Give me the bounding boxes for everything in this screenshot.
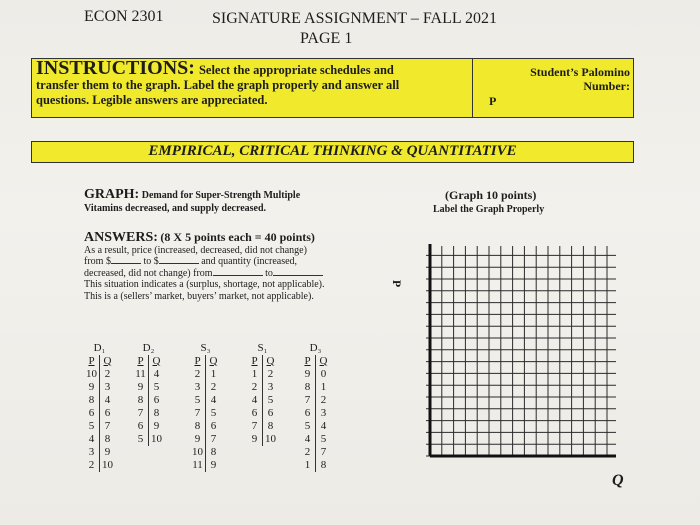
q-value: 9 xyxy=(206,459,222,472)
p-value: 6 xyxy=(251,407,258,419)
student-label-line-2: Number: xyxy=(583,79,630,93)
p-value: 7 xyxy=(137,407,144,419)
answers-line-3b: to xyxy=(265,267,273,279)
instructions-text xyxy=(36,57,461,108)
answers-line-1: As a result, price (increased, decreased, did not change) xyxy=(84,244,307,256)
p-value: 1 xyxy=(304,459,311,471)
q-value: 8 xyxy=(316,459,332,472)
q-value: 0 xyxy=(316,368,332,381)
answers-line-4: This situation indicates a (surplus, shortage, not applicable). xyxy=(84,279,325,290)
student-number-field[interactable]: P xyxy=(489,94,497,108)
answers-line-5: This is a (sellers’ market, buyers’ market, not applicable). xyxy=(84,290,314,302)
q-value: 3 xyxy=(263,381,279,394)
instructions-heading: INSTRUCTIONS: xyxy=(36,57,195,79)
schedule-label: D₂ xyxy=(142,342,155,354)
instructions-line-2: transfer them to the graph. Label the graph properly and answer all xyxy=(36,78,400,92)
graph-heading: GRAPH: xyxy=(84,187,140,202)
graph-axis-p-label: P xyxy=(390,279,405,288)
q-value: 4 xyxy=(149,368,165,381)
q-value: 2 xyxy=(100,368,116,381)
q-value: 2 xyxy=(263,368,279,381)
p-value: 9 xyxy=(137,381,144,393)
q-value: 5 xyxy=(316,433,332,446)
p-value: 10 xyxy=(86,368,97,380)
p-value: 5 xyxy=(137,433,144,445)
assignment-title: SIGNATURE ASSIGNMENT – FALL 2021 xyxy=(212,10,498,27)
p-value: 9 xyxy=(304,368,311,380)
q-header: Q xyxy=(263,355,279,368)
price-to-blank[interactable] xyxy=(159,263,199,264)
q-value: 10 xyxy=(263,433,279,446)
p-value: 2 xyxy=(194,368,201,380)
q-value: 6 xyxy=(100,407,116,420)
answers-line-3a: decreased, did not change) from xyxy=(84,267,213,279)
instructions-box xyxy=(31,58,634,118)
p-value: 8 xyxy=(137,394,144,406)
schedule-label: D₃ xyxy=(309,342,322,354)
p-value: 5 xyxy=(304,420,311,432)
schedule-label: S₁ xyxy=(257,342,268,354)
p-value: 5 xyxy=(88,420,95,432)
schedule-d3 xyxy=(300,342,331,472)
q-value: 3 xyxy=(316,407,332,420)
q-value: 8 xyxy=(100,433,116,446)
q-value: 6 xyxy=(206,420,222,433)
q-header: Q xyxy=(100,355,116,368)
p-header: P xyxy=(137,355,144,367)
instructions-line-1: Select the appropriate schedules and xyxy=(198,63,394,77)
q-header: Q xyxy=(149,355,165,368)
section-banner: EMPIRICAL, CRITICAL THINKING & QUANTITATIVE xyxy=(31,141,634,163)
q-value: 2 xyxy=(316,394,332,407)
p-value: 11 xyxy=(192,459,203,471)
p-value: 3 xyxy=(194,381,201,393)
answers-line-2b: to $ xyxy=(143,256,159,267)
graph-grid[interactable] xyxy=(420,242,618,468)
p-value: 9 xyxy=(88,381,95,393)
q-value: 4 xyxy=(206,394,222,407)
graph-text-1: Demand for Super-Strength Multiple xyxy=(141,190,301,201)
p-value: 1 xyxy=(251,368,258,380)
q-value: 4 xyxy=(100,394,116,407)
schedule-label: D₁ xyxy=(93,342,106,354)
q-value: 8 xyxy=(149,407,165,420)
graph-label-instruction: Label the Graph Properly xyxy=(433,204,545,215)
p-value: 4 xyxy=(251,394,258,406)
student-number-label xyxy=(487,65,630,93)
q-value: 9 xyxy=(149,420,165,433)
q-value: 6 xyxy=(149,394,165,407)
q-value: 6 xyxy=(263,407,279,420)
p-value: 6 xyxy=(304,407,311,419)
p-value: 2 xyxy=(251,381,258,393)
q-value: 7 xyxy=(316,446,332,459)
p-value: 9 xyxy=(194,433,201,445)
graph-points: (Graph 10 points) xyxy=(445,188,537,202)
instructions-divider xyxy=(472,59,473,117)
schedule-s1 xyxy=(247,342,278,446)
answers-line-2c: and quantity (increased, xyxy=(201,256,298,267)
p-value: 6 xyxy=(88,407,95,419)
q-value: 9 xyxy=(100,446,116,459)
p-header: P xyxy=(304,355,311,367)
page-number: PAGE 1 xyxy=(300,30,353,47)
q-value: 5 xyxy=(149,381,165,394)
q-value: 3 xyxy=(100,381,116,394)
answers-section xyxy=(84,232,374,302)
graph-text-2: Vitamins decreased, and supply decreased. xyxy=(84,203,267,214)
q-value: 10 xyxy=(149,433,165,446)
student-label-line-1: Student’s Palomino xyxy=(530,65,630,79)
answers-line-2a: from $ xyxy=(84,256,111,267)
p-value: 9 xyxy=(251,433,258,445)
q-value: 7 xyxy=(100,420,116,433)
schedule-d1 xyxy=(84,342,115,472)
q-value: 5 xyxy=(263,394,279,407)
q-value: 5 xyxy=(206,407,222,420)
p-value: 11 xyxy=(135,368,146,380)
graph-question xyxy=(84,188,374,215)
p-value: 10 xyxy=(192,446,203,458)
schedule-label: S₃ xyxy=(200,342,211,354)
p-value: 5 xyxy=(194,394,201,406)
p-value: 4 xyxy=(304,433,311,445)
q-header: Q xyxy=(316,355,332,368)
q-value: 2 xyxy=(206,381,222,394)
course-code: ECON 2301 xyxy=(84,8,164,25)
answers-heading: ANSWERS: xyxy=(84,230,158,245)
quantity-to-blank[interactable] xyxy=(273,275,323,276)
p-value: 4 xyxy=(88,433,95,445)
graph-axis-q-label: Q xyxy=(612,472,624,489)
p-value: 3 xyxy=(88,446,95,458)
q-value: 1 xyxy=(316,381,332,394)
q-value: 10 xyxy=(100,459,116,472)
q-value: 4 xyxy=(316,420,332,433)
p-value: 8 xyxy=(194,420,201,432)
p-value: 7 xyxy=(304,394,311,406)
p-value: 2 xyxy=(88,459,95,471)
p-value: 8 xyxy=(88,394,95,406)
p-value: 8 xyxy=(304,381,311,393)
p-value: 2 xyxy=(304,446,311,458)
answers-points: (8 X 5 points each = 40 points) xyxy=(160,230,315,244)
p-value: 6 xyxy=(137,420,144,432)
quantity-from-blank[interactable] xyxy=(213,275,263,276)
price-from-blank[interactable] xyxy=(111,263,141,264)
schedule-d2 xyxy=(133,342,164,446)
q-value: 7 xyxy=(206,433,222,446)
q-value: 8 xyxy=(263,420,279,433)
p-value: 7 xyxy=(251,420,258,432)
q-value: 8 xyxy=(206,446,222,459)
instructions-line-3: questions. Legible answers are appreciated. xyxy=(36,93,268,107)
schedule-s3 xyxy=(190,342,221,472)
q-value: 1 xyxy=(206,368,222,381)
p-header: P xyxy=(194,355,201,367)
q-header: Q xyxy=(206,355,222,368)
p-header: P xyxy=(88,355,95,367)
p-value: 7 xyxy=(194,407,201,419)
p-header: P xyxy=(251,355,258,367)
